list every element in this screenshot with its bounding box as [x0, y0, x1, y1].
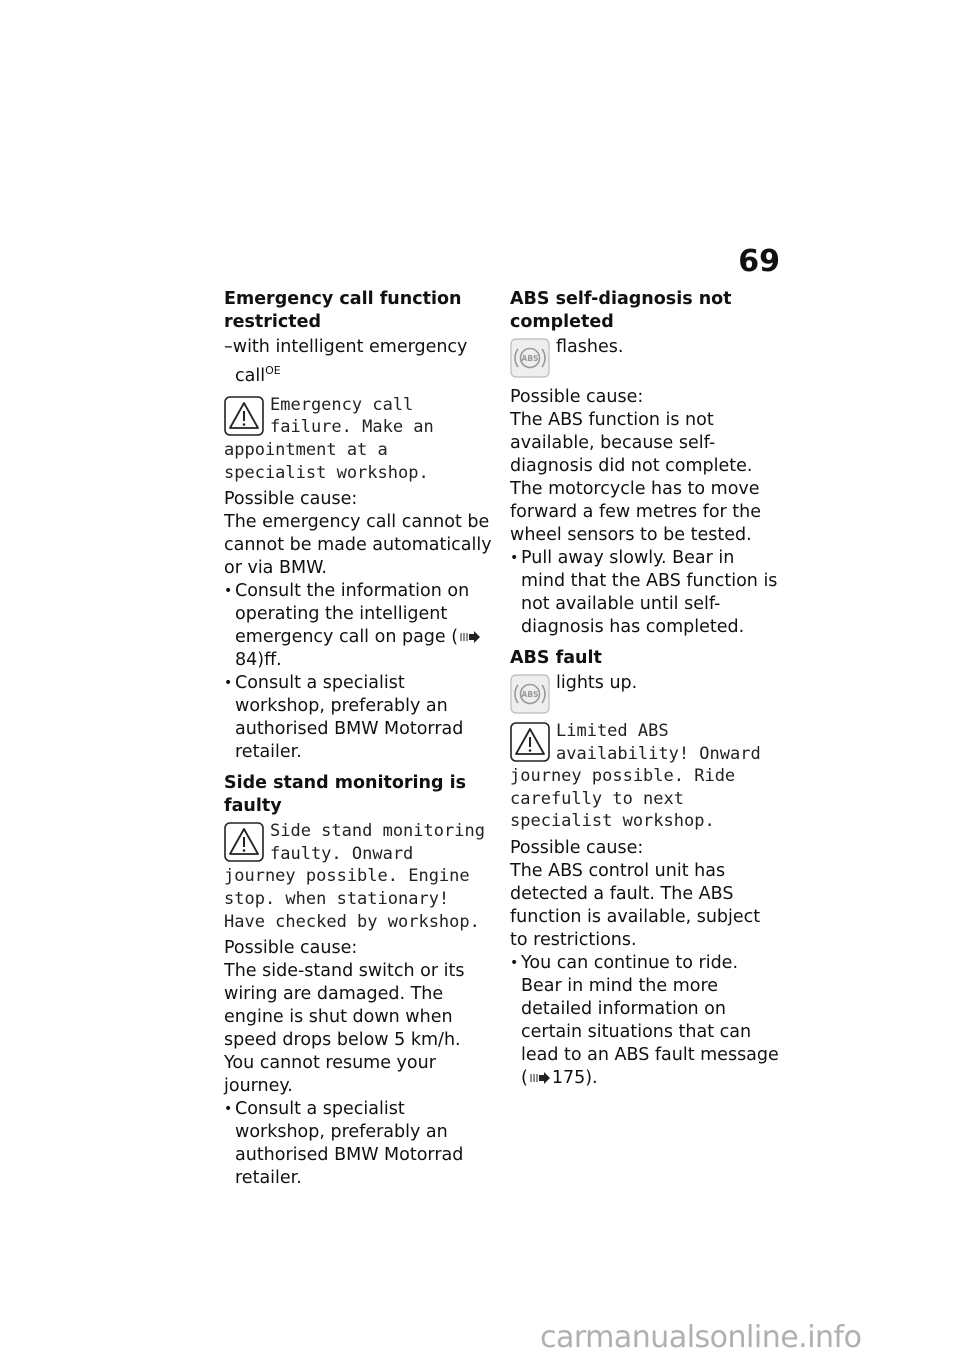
abs-indicator-icon — [510, 338, 550, 378]
left-column — [224, 288, 494, 1190]
page-reference-arrow-icon — [460, 631, 480, 643]
indicator-row — [510, 336, 780, 378]
warning-triangle-icon — [224, 396, 264, 436]
option-superscript: OE — [265, 364, 281, 377]
page-reference[interactable]: 84)ff. — [235, 650, 282, 671]
section-abs-fault — [510, 647, 780, 1090]
list-item: • Consult a specialist workshop, preferably an authorised BMW Motorrad retailer. — [224, 672, 494, 764]
list-item: • You can continue to ride. Bear in mind the more detailed information on certain situations that can lead to an ABS fault message ( 175). — [510, 952, 780, 1090]
section-emergency-call — [224, 288, 494, 764]
warning-triangle-icon — [224, 822, 264, 862]
section-abs-self-diagnosis — [510, 288, 780, 639]
section-title: ABS self-diagnosis not completed — [510, 289, 732, 332]
page-number: 69 — [738, 244, 780, 279]
right-column — [510, 288, 780, 1090]
list-item: • Pull away slowly. Bear in mind that the ABS function is not available until self-diagnosis has completed. — [510, 547, 780, 639]
svg-text:ABS: ABS — [521, 354, 539, 363]
action-list — [510, 547, 780, 639]
possible-cause-label: Possible cause: — [224, 489, 358, 510]
list-item: • Consult a specialist workshop, preferably an authorised BMW Motorrad retailer. — [224, 1098, 494, 1190]
section-title: Emergency call function restricted — [224, 289, 462, 332]
display-message: Limited ABS availability! Onward journey possible. Ride carefully to next specialist workshop. — [510, 721, 761, 832]
display-message: Emergency call failure. Make an appointment at a specialist workshop. — [224, 394, 434, 483]
svg-text:ABS: ABS — [521, 690, 539, 699]
abs-indicator-icon — [510, 674, 550, 714]
indicator-state: flashes. — [556, 337, 624, 357]
indicator-row — [510, 672, 780, 714]
possible-cause-text: The ABS control unit has detected a fault. The ABS function is available, subject to restrictions. — [510, 860, 761, 950]
display-message: Side stand monitoring faulty. Onward journey possible. Engine stop. when stationary! Have checked by workshop. — [224, 821, 485, 932]
equipment-scope: –with intelligent emergency call$^{OE}$ — [224, 337, 468, 386]
possible-cause-text: The ABS function is not available, because self-diagnosis did not complete. The motorcycle has to move forward a few metres for the wheel sensors to be tested. — [510, 410, 762, 545]
possible-cause-label: Possible cause: — [510, 837, 644, 858]
warning-triangle-icon — [510, 722, 550, 762]
action-list — [510, 952, 780, 1090]
indicator-state: lights up. — [556, 673, 638, 693]
action-list — [224, 1098, 494, 1190]
possible-cause-label: Possible cause: — [224, 938, 358, 959]
action-list — [224, 580, 494, 764]
list-item: • Consult the information on operating the intelligent emergency call on page (84)ff. — [224, 580, 494, 672]
watermark: carmanualsonline.info — [540, 1320, 862, 1355]
section-title: Side stand monitoring is faulty — [224, 773, 466, 817]
page-reference[interactable]: 175). — [551, 1067, 598, 1088]
section-side-stand — [224, 772, 494, 1190]
possible-cause-text: The side-stand switch or its wiring are damaged. The engine is shut down when speed drops below 5 km/h. You cannot resume your journey. — [224, 961, 465, 1097]
section-title: ABS fault — [510, 648, 602, 668]
possible-cause-text: The emergency call cannot be cannot be made automatically or via BMW. — [224, 512, 492, 579]
page-reference-arrow-icon — [530, 1072, 550, 1084]
possible-cause-label: Possible cause: — [510, 387, 644, 407]
